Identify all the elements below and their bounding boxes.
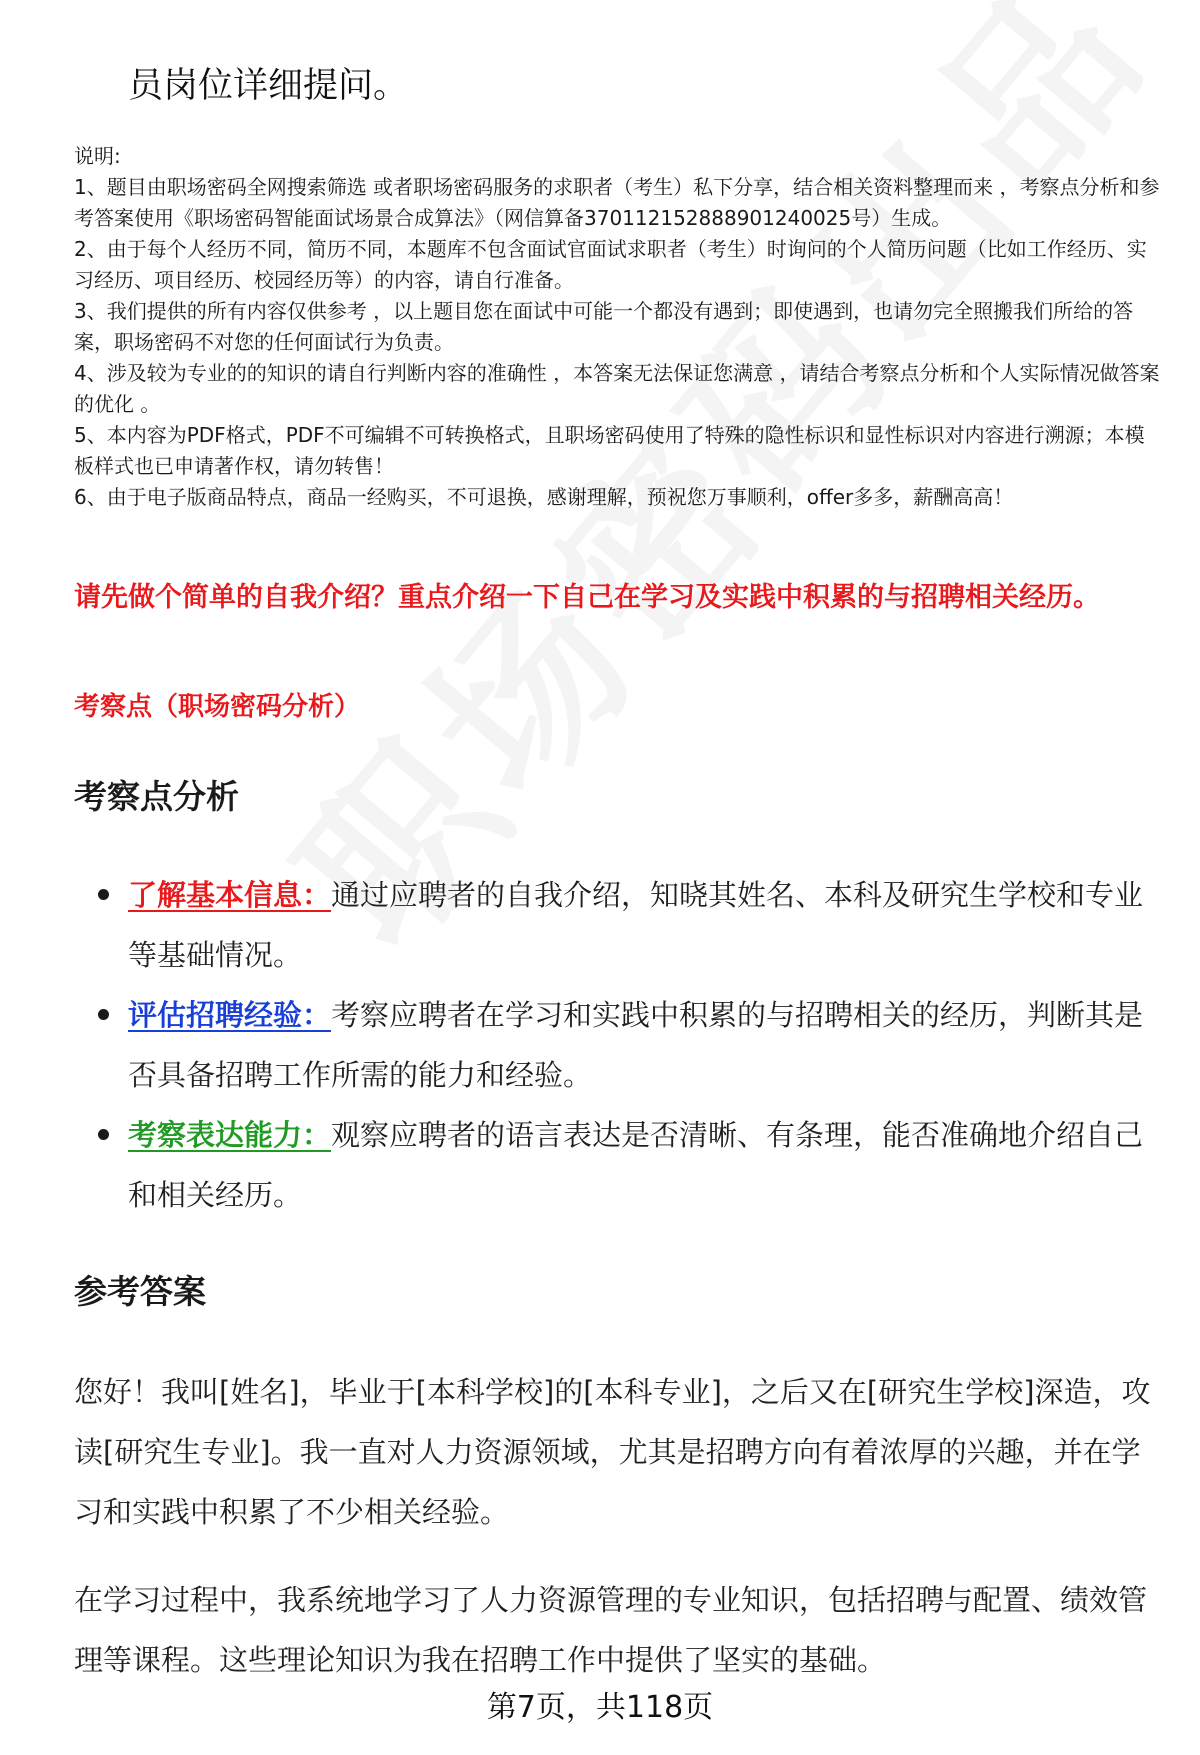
page-number: 第7页，共118页 xyxy=(486,1690,714,1725)
bullet-dot-icon xyxy=(98,1009,109,1020)
bullet-dot-icon xyxy=(98,1129,109,1140)
analysis-point-text: 通过应聘者的自我介绍，知晓其姓名、本科及研究生学校和专业等基础情况。 xyxy=(128,878,1144,972)
notes-item-2: 2、由于每个人经历不同，简历不同，本题库不包含面试官面试求职者（考生）时询问的个人简历问题（比如工作经历、实习经历、项目经历、校园经历等）的内容，请自行准备。 xyxy=(74,237,1147,292)
analysis-point xyxy=(96,865,1146,985)
answer-paragraph: 您好！我叫[姓名]，毕业于[本科学校]的[本科专业]，之后又在[研究生学校]深造，攻读[研究生专业]。我一直对人力资源领域，尤其是招聘方向有着浓厚的兴趣，并在学习和实践中积累了不少相关经验。 xyxy=(74,1375,1151,1529)
analysis-point-keyword: 了解基本信息： xyxy=(128,878,332,912)
notes-item-6: 6、由于电子版商品特点，商品一经购买，不可退换，感谢理解，预祝您万事顺利，offer多多，薪酬高高！ xyxy=(74,485,1014,509)
analysis-point-text: 观察应聘者的语言表达是否清晰、有条理，能否准确地介绍自己和相关经历。 xyxy=(128,1118,1144,1212)
answer-body xyxy=(74,1362,1160,1718)
bullet-dot-icon xyxy=(98,889,109,900)
analysis-point xyxy=(96,985,1146,1105)
analysis-heading: 考察点分析 xyxy=(74,777,239,816)
notes-item-5: 5、本内容为PDF格式，PDF不可编辑不可转换格式，且职场密码使用了特殊的隐性标识和显性标识对内容进行溯源；本模板样式也已申请著作权，请勿转售！ xyxy=(74,423,1145,478)
continued-question-text: 员岗位详细提问。 xyxy=(128,66,409,106)
analysis-point xyxy=(96,1105,1146,1225)
answer-paragraph: 在学习过程中，我系统地学习了人力资源管理的专业知识，包括招聘与配置、绩效管理等课程。这些理论知识为我在招聘工作中提供了坚实的基础。 xyxy=(74,1583,1148,1677)
notes-heading: 说明: xyxy=(74,144,121,168)
notes-block xyxy=(74,141,1160,513)
analysis-point-text: 考察应聘者在学习和实践中积累的与招聘相关的经历，判断其是否具备招聘工作所需的能力和经验。 xyxy=(128,998,1144,1092)
notes-item-4: 4、涉及较为专业的的知识的请自行判断内容的准确性 ，本答案无法保证您满意 ，请结合考察点分析和个人实际情况做答案的优化 。 xyxy=(74,361,1160,416)
analysis-points-list xyxy=(96,865,1146,1225)
notes-item-3: 3、我们提供的所有内容仅供参考 ，以上题目您在面试中可能一个都没有遇到；即使遇到，也请勿完全照搬我们所给的答案，职场密码不对您的任何面试行为负责。 xyxy=(74,299,1134,354)
analysis-point-keyword: 评估招聘经验： xyxy=(128,998,332,1032)
answer-heading: 参考答案 xyxy=(74,1272,206,1311)
exam-point-title: 考察点（职场密码分析） xyxy=(74,692,361,722)
notes-item-1: 1、题目由职场密码全网搜索筛选 或者职场密码服务的求职者（考生）私下分享，结合相关资料整理而来 ，考察点分析和参考答案使用《职场密码智能面试场景合成算法》（网信算备370112152888901240025号）生成。 xyxy=(74,175,1160,230)
analysis-point-keyword: 考察表达能力： xyxy=(128,1118,332,1152)
interview-question: 请先做个简单的自我介绍？重点介绍一下自己在学习及实践中积累的与招聘相关经历。 xyxy=(74,582,1100,613)
